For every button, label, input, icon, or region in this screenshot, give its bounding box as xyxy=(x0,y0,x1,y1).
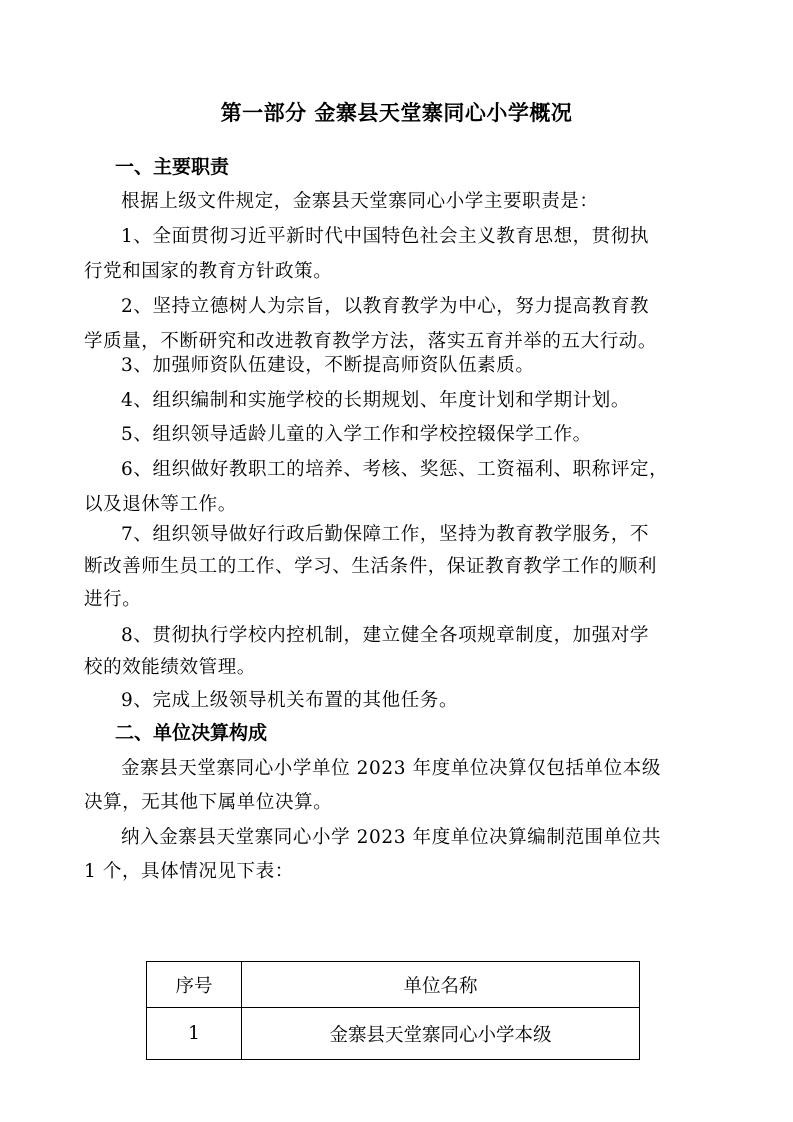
paragraph-line: 进行。 xyxy=(84,589,142,610)
section-heading-composition: 二、单位决算构成 xyxy=(115,722,268,744)
paragraph-line: 8、贯彻执行学校内控机制，建立健全各项规章制度，加强对学 xyxy=(121,625,650,646)
table-cell: 1 xyxy=(147,1008,242,1060)
paragraph-line: 校的效能绩效管理。 xyxy=(84,657,256,678)
paragraph-line: 断改善师生员工的工作、学习、生活条件，保证教育教学工作的顺利 xyxy=(84,556,658,577)
table-header-cell: 单位名称 xyxy=(242,962,640,1008)
unit-table xyxy=(146,961,640,1060)
paragraph-line: 以及退休等工作。 xyxy=(84,494,237,515)
paragraph-line: 金寨县天堂寨同心小学单位 2023 年度单位决算仅包括单位本级 xyxy=(121,758,661,779)
paragraph-line: 4、组织编制和实施学校的长期规划、年度计划和学期计划。 xyxy=(121,390,630,411)
table-header-row xyxy=(147,962,640,1008)
paragraph-line: 9、完成上级领导机关布置的其他任务。 xyxy=(121,690,459,711)
paragraph-line: 2、坚持立德树人为宗旨，以教育教学为中心，努力提高教育教 xyxy=(121,296,650,317)
paragraph-line: 学质量，不断研究和改进教育教学方法，落实五育并举的五大行动。 xyxy=(84,331,658,352)
table-header-cell: 序号 xyxy=(147,962,242,1008)
paragraph-line: 1 个，具体情况见下表： xyxy=(84,861,294,882)
section-heading-duties: 一、主要职责 xyxy=(115,156,230,178)
paragraph-line: 3、加强师资队伍建设，不断提高师资队伍素质。 xyxy=(121,355,535,376)
table-row xyxy=(147,1008,640,1060)
paragraph-line: 6、组织做好教职工的培养、考核、奖惩、工资福利、职称评定， xyxy=(121,459,669,480)
paragraph-line: 纳入金寨县天堂寨同心小学 2023 年度单位决算编制范围单位共 xyxy=(121,827,661,848)
table-cell: 金寨县天堂寨同心小学本级 xyxy=(242,1008,640,1060)
paragraph-line: 根据上级文件规定，金寨县天堂寨同心小学主要职责是： xyxy=(121,191,599,212)
paragraph-line: 5、组织领导适龄儿童的入学工作和学校控辍保学工作。 xyxy=(121,424,592,445)
paragraph-line: 1、全面贯彻习近平新时代中国特色社会主义教育思想，贯彻执 xyxy=(121,226,650,247)
page-title: 第一部分 金寨县天堂寨同心小学概况 xyxy=(220,101,573,125)
paragraph-line: 7、组织领导做好行政后勤保障工作，坚持为教育教学服务，不 xyxy=(121,524,650,545)
paragraph-line: 决算，无其他下属单位决算。 xyxy=(84,792,333,813)
paragraph-line: 行党和国家的教育方针政策。 xyxy=(84,261,333,282)
